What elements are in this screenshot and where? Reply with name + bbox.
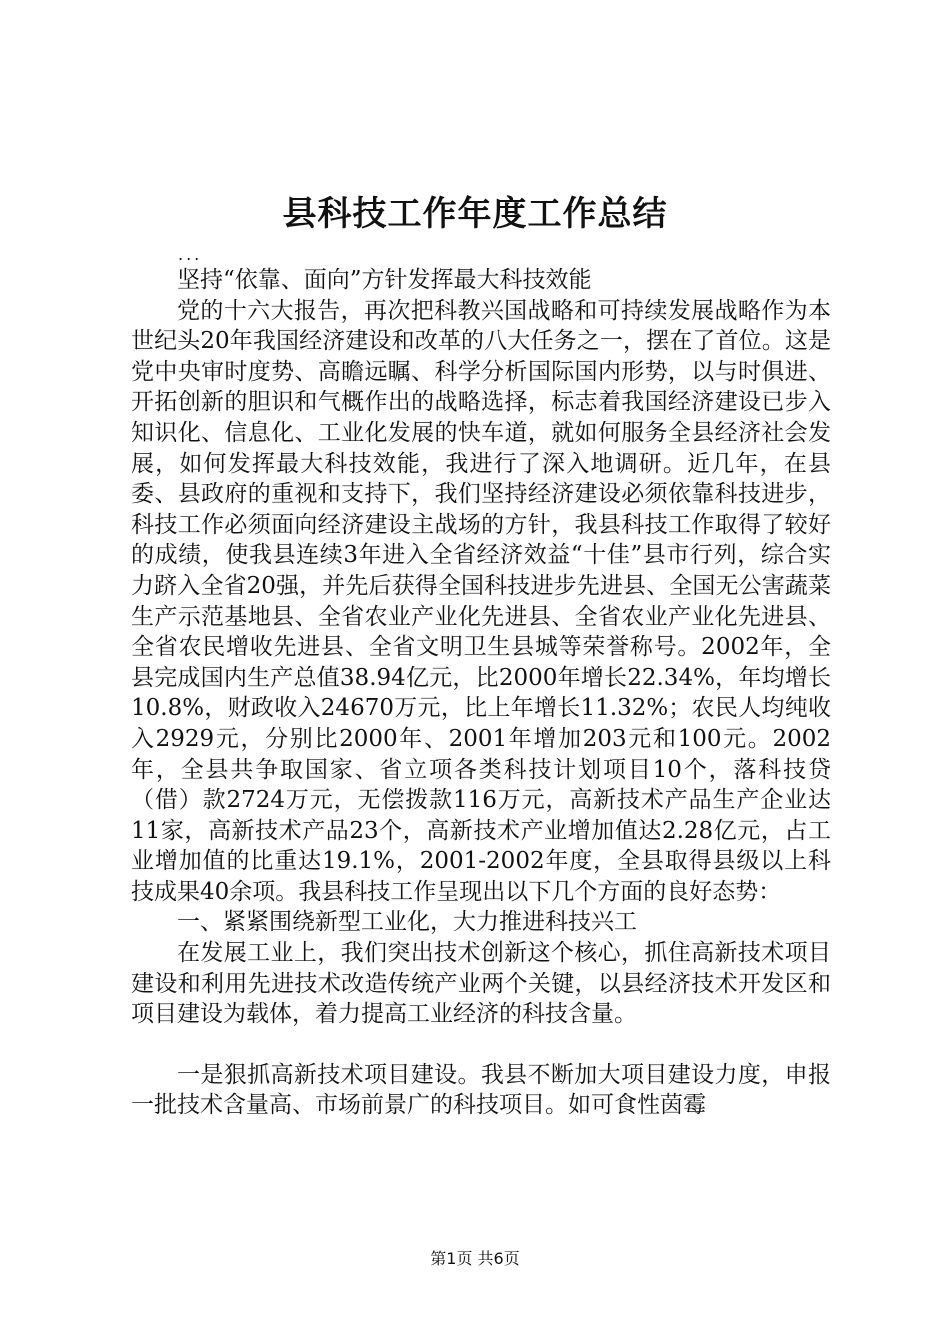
paragraph-projects: 一是狠抓高新技术项目建设。我县不断加大项目建设力度，申报一批技术含量高、市场前景广的科技项目。如可食性茵霉 bbox=[131, 1061, 831, 1119]
page-number-footer: 第1页 共6页 bbox=[430, 1249, 520, 1268]
document-body bbox=[131, 265, 831, 1121]
document-title: 县科技工作年度工作总结 bbox=[282, 194, 668, 234]
paragraph-subtitle: 坚持“依靠、面向”方针发挥最大科技效能 bbox=[177, 267, 592, 293]
paragraph-industry: 在发展工业上，我们突出技术创新这个核心，抓住高新技术项目建设和利用先进技术改造传统产业两个关键，以县经济技术开发区和项目建设为载体，着力提高工业经济的科技含量。 bbox=[131, 940, 831, 1028]
ellipsis-marker: ... bbox=[178, 245, 203, 264]
paragraph-section-heading: 一、紧紧围绕新型工业化，大力推进科技兴工 bbox=[177, 909, 637, 936]
paragraph-intro: 党的十六大报告，再次把科教兴国战略和可持续发展战略作为本世纪头20年我国经济建设和改革的八大任务之一，摆在了首位。这是党中央审时度势、高瞻远瞩、科学分析国际国内形势，以与时俱进、开拓创新的胆识和气概作出的战略选择，标志着我国经济建设已步入知识化、信息化、工业化发展的快车道，就如何服务全县经济社会发展，如何发挥最大科技效能，我进行了深入地调研。近几年，在县委、县政府的重视和支持下，我们坚持经济建设必须依靠科技进步，科技工作必须面向经济建设主战场的方针，我县科技工作取得了较好的成绩，使我县连续3年进入全省经济效益“十佳”县市行列，综合实力跻入全省20强，并先后获得全国科技进步先进县、全国无公害蔬菜生产示范基地县、全省农业产业化先进县、全省农业产业化先进县、全省农民增收先进县、全省文明卫生县城等荣誉称号。2002年，全县完成国内生产总值38.94亿元，比2000年增长22.34%，年均增长10.8%，财政收入24670万元，比上年增长11.32%；农民人均纯收入2929元，分别比2000年、2001年增加203元和100元。2002年，全县共争取国家、省立项各类科技计划项目10个，落科技贷（借）款2724万元，无偿拨款116万元，高新技术产品生产企业达11家，高新技术产品23个，高新技术产业增加值达2.28亿元，占工业增加值的比重达19.1%，2001-2002年度，全县取得县级以上科技成果40余项。我县科技工作呈现出以下几个方面的良好态势： bbox=[131, 297, 831, 905]
